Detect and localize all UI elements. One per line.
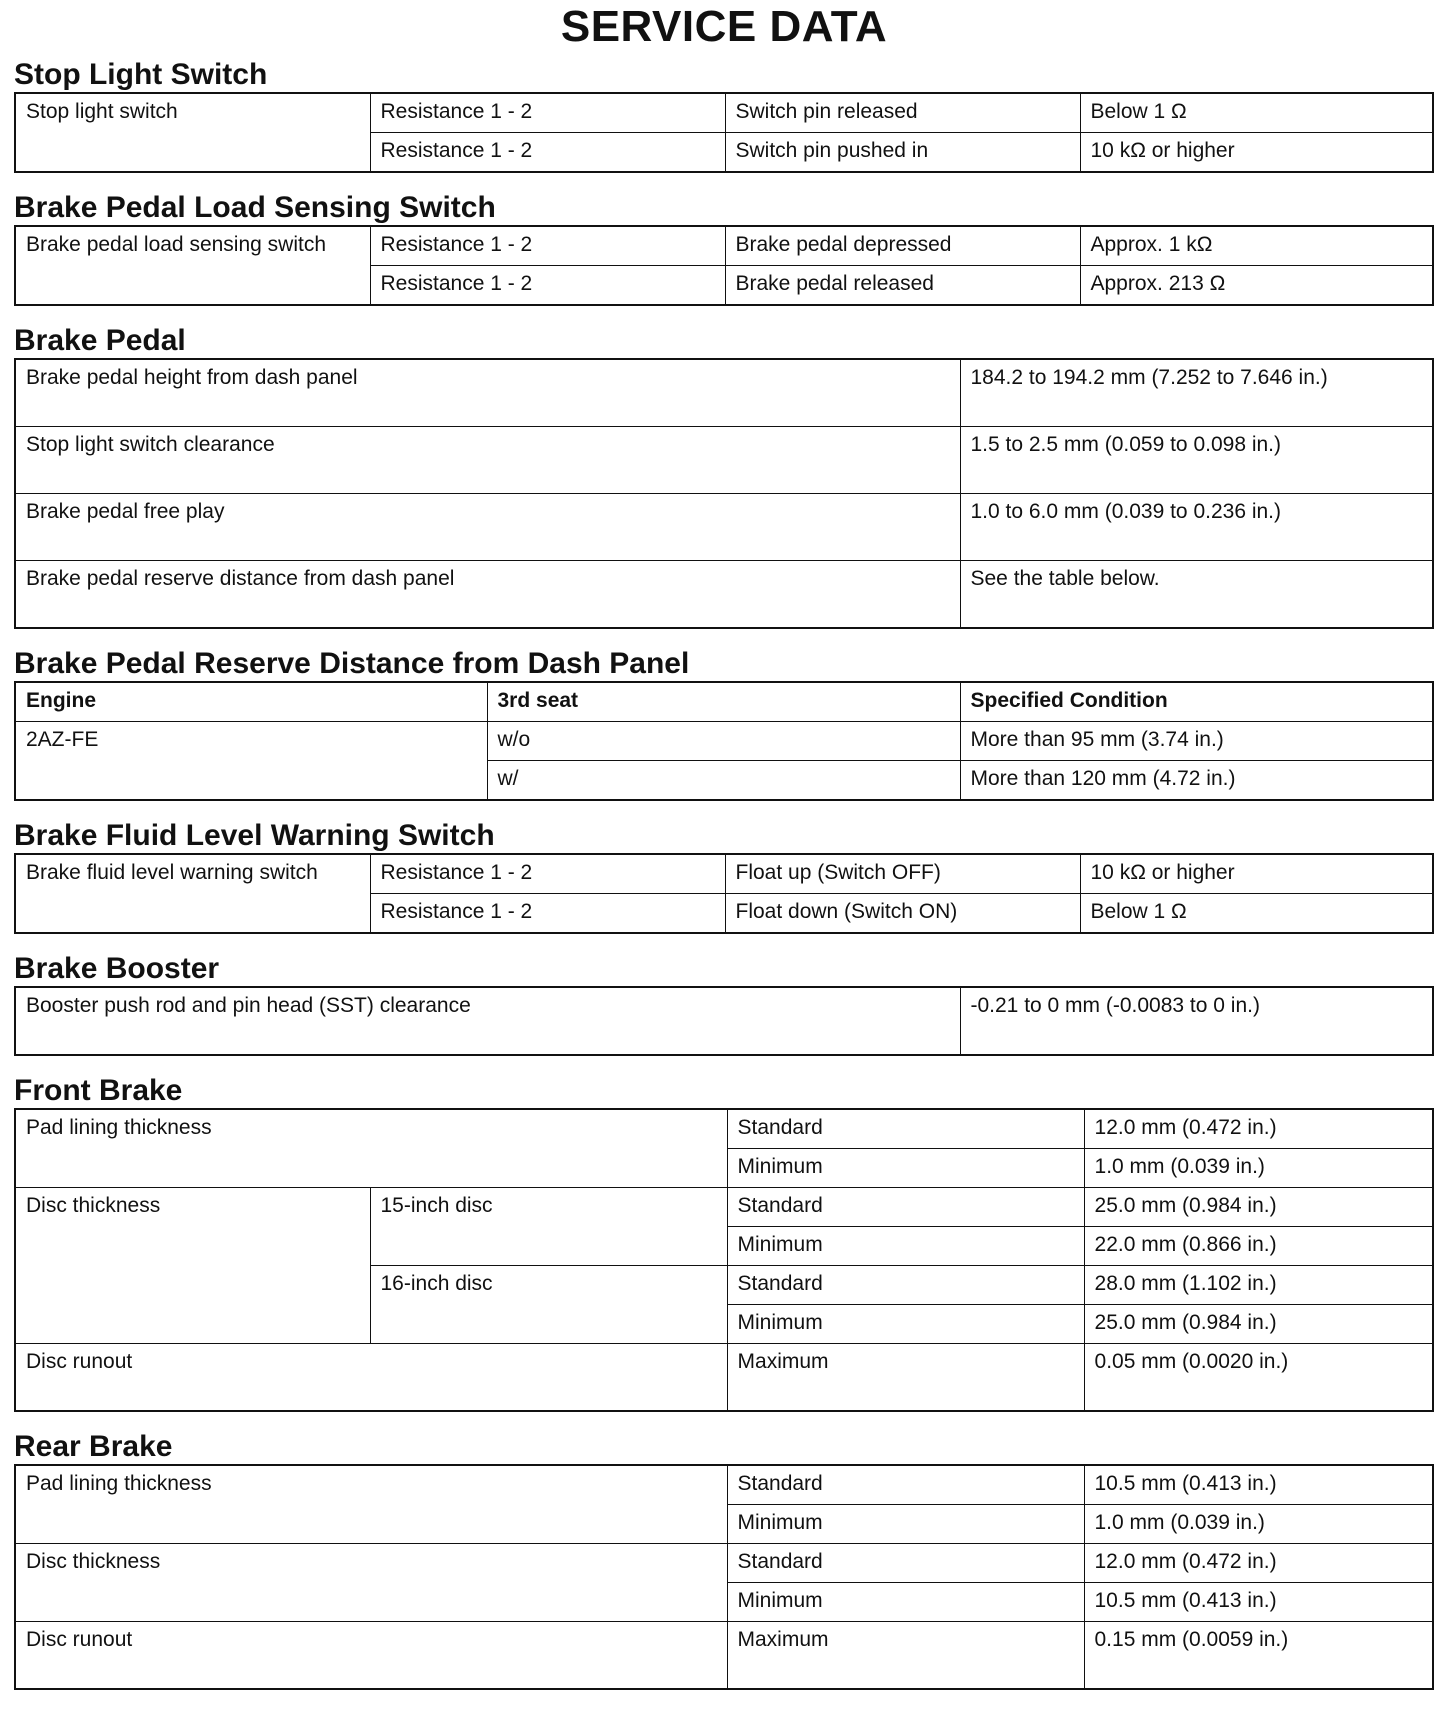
item-cell: Pad lining thickness	[15, 1465, 727, 1544]
item-cell: Pad lining thickness	[15, 1109, 727, 1188]
table-row	[15, 494, 1433, 561]
value-cell: -0.21 to 0 mm (-0.0083 to 0 in.)	[960, 987, 1433, 1055]
condition-cell: Float down (Switch ON)	[725, 894, 1080, 934]
condition-cell: Switch pin released	[725, 93, 1080, 133]
value-cell: Below 1 Ω	[1080, 93, 1433, 133]
spec-label-cell: Standard	[727, 1188, 1084, 1227]
spec-label-cell: Maximum	[727, 1344, 1084, 1412]
brake-pedal-table	[14, 358, 1434, 629]
item-cell: Disc thickness	[15, 1188, 370, 1344]
variant-cell: 16-inch disc	[370, 1266, 727, 1344]
value-cell: 1.5 to 2.5 mm (0.059 to 0.098 in.)	[960, 427, 1433, 494]
spec-label-cell: Maximum	[727, 1622, 1084, 1690]
value-cell: 10 kΩ or higher	[1080, 854, 1433, 894]
value-cell: 12.0 mm (0.472 in.)	[1084, 1109, 1433, 1149]
reserve-distance-table	[14, 681, 1434, 801]
value-cell: 0.15 mm (0.0059 in.)	[1084, 1622, 1433, 1690]
table-row	[15, 93, 1433, 133]
spec-label-cell: Minimum	[727, 1583, 1084, 1622]
page-title: SERVICE DATA	[560, 2, 888, 51]
table-row	[15, 1344, 1433, 1412]
value-cell: 184.2 to 194.2 mm (7.252 to 7.646 in.)	[960, 359, 1433, 427]
value-cell: Approx. 1 kΩ	[1080, 226, 1433, 266]
rear-brake-table	[14, 1464, 1434, 1690]
value-cell: 22.0 mm (0.866 in.)	[1084, 1227, 1433, 1266]
table-row	[15, 854, 1433, 894]
value-cell: 1.0 mm (0.039 in.)	[1084, 1149, 1433, 1188]
item-cell: Brake pedal reserve distance from dash panel	[15, 561, 960, 629]
condition-cell: Float up (Switch OFF)	[725, 854, 1080, 894]
spec-label-cell: Standard	[727, 1109, 1084, 1149]
spec-label-cell: Minimum	[727, 1227, 1084, 1266]
rear-brake-heading: Rear Brake	[14, 1430, 173, 1463]
fluid-level-heading: Brake Fluid Level Warning Switch	[14, 819, 495, 852]
spec-label-cell: Minimum	[727, 1149, 1084, 1188]
reserve-distance-heading: Brake Pedal Reserve Distance from Dash Panel	[14, 647, 690, 680]
item-cell: Stop light switch clearance	[15, 427, 960, 494]
item-cell: Brake pedal height from dash panel	[15, 359, 960, 427]
spec-label-cell: Minimum	[727, 1505, 1084, 1544]
value-cell: 10.5 mm (0.413 in.)	[1084, 1583, 1433, 1622]
value-cell: 10 kΩ or higher	[1080, 133, 1433, 173]
service-data-page	[14, 0, 1434, 1690]
table-row	[15, 1188, 1433, 1227]
condition-cell: Brake pedal released	[725, 266, 1080, 306]
table-row	[15, 722, 1433, 761]
spec-label-cell: Standard	[727, 1544, 1084, 1583]
load-sensing-heading: Brake Pedal Load Sensing Switch	[14, 191, 496, 224]
engine-header: Engine	[15, 682, 487, 722]
value-cell: 25.0 mm (0.984 in.)	[1084, 1305, 1433, 1344]
item-cell: Brake pedal load sensing switch	[15, 226, 370, 305]
booster-heading: Brake Booster	[14, 952, 220, 985]
stop-light-switch-heading: Stop Light Switch	[14, 58, 268, 91]
item-cell: Disc runout	[15, 1622, 727, 1690]
stop-light-switch-table	[14, 92, 1434, 173]
measure-cell: Resistance 1 - 2	[370, 894, 725, 934]
value-cell: See the table below.	[960, 561, 1433, 629]
table-row	[15, 1465, 1433, 1505]
front-brake-heading: Front Brake	[14, 1074, 183, 1107]
condition-cell: Switch pin pushed in	[725, 133, 1080, 173]
seat-cell: w/o	[487, 722, 960, 761]
seat-cell: w/	[487, 761, 960, 801]
value-cell: 10.5 mm (0.413 in.)	[1084, 1465, 1433, 1505]
table-header-row	[15, 682, 1433, 722]
table-row	[15, 1544, 1433, 1583]
brake-pedal-heading: Brake Pedal	[14, 324, 186, 357]
measure-cell: Resistance 1 - 2	[370, 93, 725, 133]
value-cell: 1.0 mm (0.039 in.)	[1084, 1505, 1433, 1544]
value-cell: Below 1 Ω	[1080, 894, 1433, 934]
condition-cell: Brake pedal depressed	[725, 226, 1080, 266]
variant-cell: 15-inch disc	[370, 1188, 727, 1266]
spec-label-cell: Minimum	[727, 1305, 1084, 1344]
item-cell: Stop light switch	[15, 93, 370, 172]
measure-cell: Resistance 1 - 2	[370, 854, 725, 894]
load-sensing-table	[14, 225, 1434, 306]
measure-cell: Resistance 1 - 2	[370, 133, 725, 173]
booster-table	[14, 986, 1434, 1056]
table-row	[15, 359, 1433, 427]
measure-cell: Resistance 1 - 2	[370, 266, 725, 306]
table-row	[15, 1622, 1433, 1690]
spec-cell: More than 95 mm (3.74 in.)	[960, 722, 1433, 761]
value-cell: 0.05 mm (0.0020 in.)	[1084, 1344, 1433, 1412]
table-row	[15, 561, 1433, 629]
value-cell: Approx. 213 Ω	[1080, 266, 1433, 306]
item-cell: Brake pedal free play	[15, 494, 960, 561]
spec-label-cell: Standard	[727, 1465, 1084, 1505]
spec-header: Specified Condition	[960, 682, 1433, 722]
table-row	[15, 226, 1433, 266]
spec-label-cell: Standard	[727, 1266, 1084, 1305]
value-cell: 28.0 mm (1.102 in.)	[1084, 1266, 1433, 1305]
table-row	[15, 987, 1433, 1055]
value-cell: 1.0 to 6.0 mm (0.039 to 0.236 in.)	[960, 494, 1433, 561]
spec-cell: More than 120 mm (4.72 in.)	[960, 761, 1433, 801]
front-brake-table	[14, 1108, 1434, 1412]
measure-cell: Resistance 1 - 2	[370, 226, 725, 266]
item-cell: Disc thickness	[15, 1544, 727, 1622]
value-cell: 25.0 mm (0.984 in.)	[1084, 1188, 1433, 1227]
table-row	[15, 427, 1433, 494]
item-cell: Disc runout	[15, 1344, 727, 1412]
item-cell: Brake fluid level warning switch	[15, 854, 370, 933]
engine-cell: 2AZ-FE	[15, 722, 487, 801]
value-cell: 12.0 mm (0.472 in.)	[1084, 1544, 1433, 1583]
fluid-level-table	[14, 853, 1434, 934]
table-row	[15, 1109, 1433, 1149]
item-cell: Booster push rod and pin head (SST) clearance	[15, 987, 960, 1055]
seat-header: 3rd seat	[487, 682, 960, 722]
